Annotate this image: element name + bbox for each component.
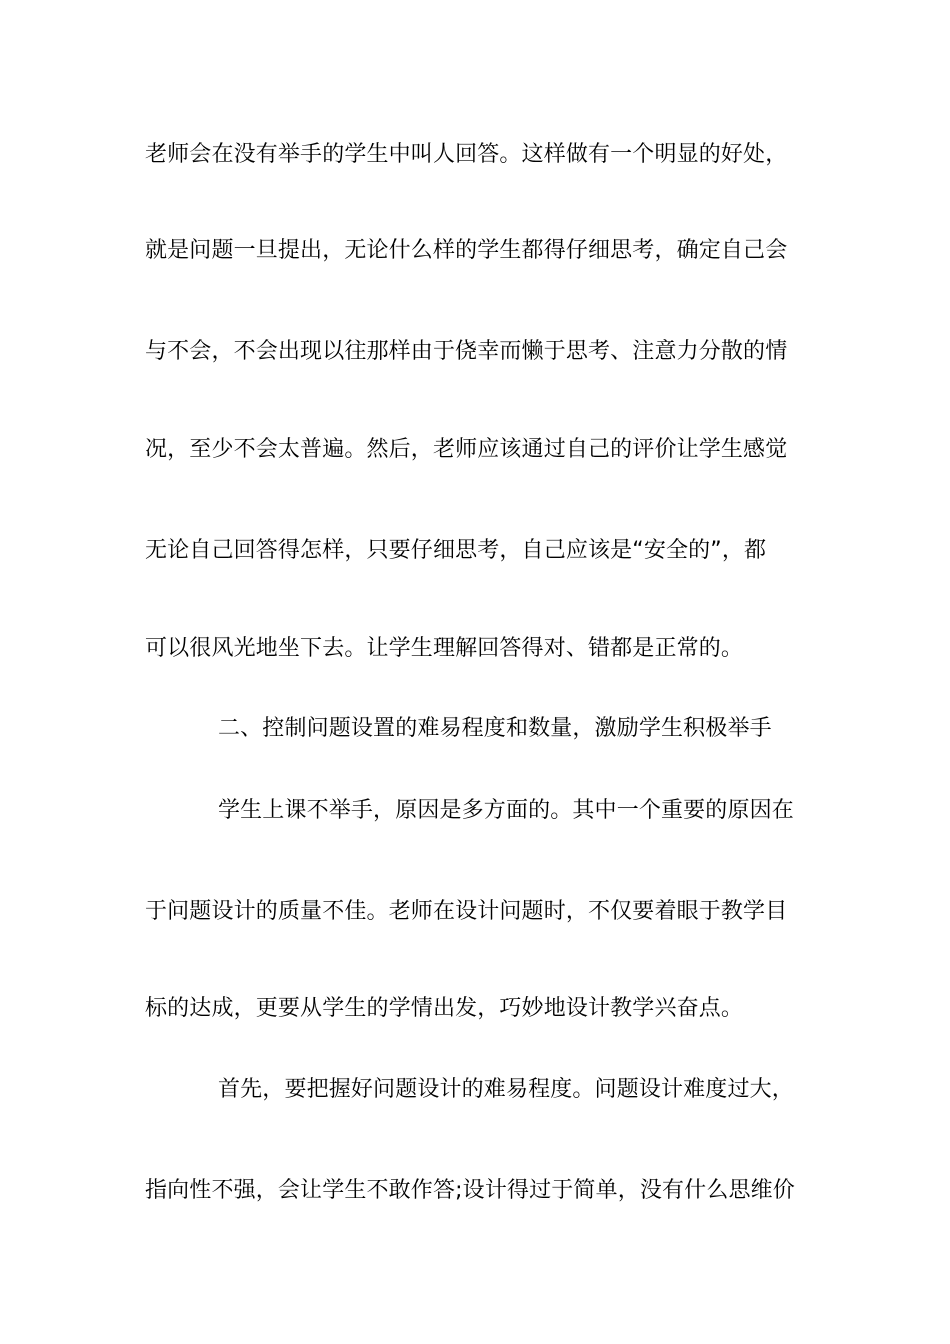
paragraph-line-6: 可以很风光地坐下去。让学生理解回答得对、错都是正常的。	[145, 636, 744, 661]
paragraph-line-10: 首先，要把握好问题设计的难易程度。问题设计难度过大，	[218, 1077, 794, 1102]
paragraph-line-2: 就是问题一旦提出，无论什么样的学生都得仔细思考，确定自己会	[145, 238, 788, 263]
paragraph-line-4: 况，至少不会太普遍。然后，老师应该通过自己的评价让学生感觉	[145, 437, 788, 462]
paragraph-line-11: 指向性不强，会让学生不敢作答;设计得过于简单，没有什么思维价	[145, 1178, 795, 1203]
paragraph-line-1: 老师会在没有举手的学生中叫人回答。这样做有一个明显的好处，	[145, 142, 788, 167]
section-heading: 二、控制问题设置的难易程度和数量，激励学生积极举手	[218, 716, 772, 741]
paragraph-line-8: 于问题设计的质量不佳。老师在设计问题时，不仅要着眼于教学目	[145, 899, 788, 924]
paragraph-line-7: 学生上课不举手，原因是多方面的。其中一个重要的原因在	[218, 798, 794, 823]
paragraph-line-3: 与不会，不会出现以往那样由于侥幸而懒于思考、注意力分散的情	[145, 339, 788, 364]
paragraph-line-5: 无论自己回答得怎样，只要仔细思考，自己应该是“安全的”，都	[145, 538, 767, 563]
paragraph-line-9: 标的达成，更要从学生的学情出发，巧妙地设计教学兴奋点。	[145, 996, 744, 1021]
